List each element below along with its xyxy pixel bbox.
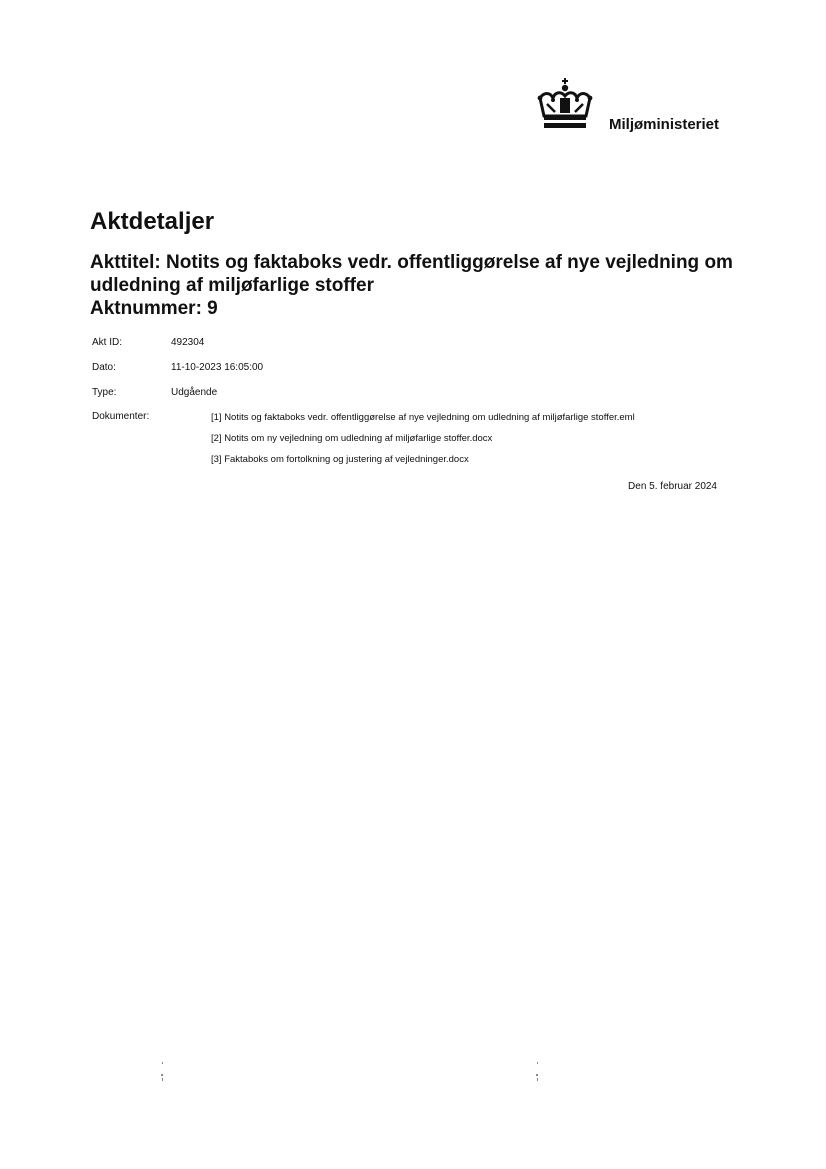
type-label: Type: [92,387,117,398]
act-number: Aktnummer: 9 [90,298,218,319]
type-value: Udgående [171,387,218,398]
dokumenter-label: Dokumenter: [92,411,150,422]
page-title: Aktdetaljer [90,208,215,235]
footer-date: Den 5. februar 2024 [628,481,717,492]
act-title: Akttitel: Notits og faktaboks vedr. offentliggørelse af nye vejledning om udledning af miljøfarlige stoffer [90,252,733,296]
dato-value: 11-10-2023 16:05:00 [171,362,264,373]
ministry-logo [536,78,736,138]
royal-crown-icon [536,78,594,132]
scan-artifact-mark [161,1062,164,1082]
akt-id-value: 492304 [171,337,205,348]
scan-artifact-mark [536,1062,539,1082]
ministry-name: Miljøministeriet [609,116,720,133]
document-link-1[interactable]: [1] Notits og faktaboks vedr. offentliggørelse af nye vejledning om udledning af miljøfarlige stoffer.eml [211,412,635,423]
akt-id-label: Akt ID: [92,337,123,348]
dato-label: Dato: [92,362,116,373]
document-link-3[interactable]: [3] Faktaboks om fortolkning og justering af vejledninger.docx [211,454,469,465]
document-link-2[interactable]: [2] Notits om ny vejledning om udledning af miljøfarlige stoffer.docx [211,433,493,444]
